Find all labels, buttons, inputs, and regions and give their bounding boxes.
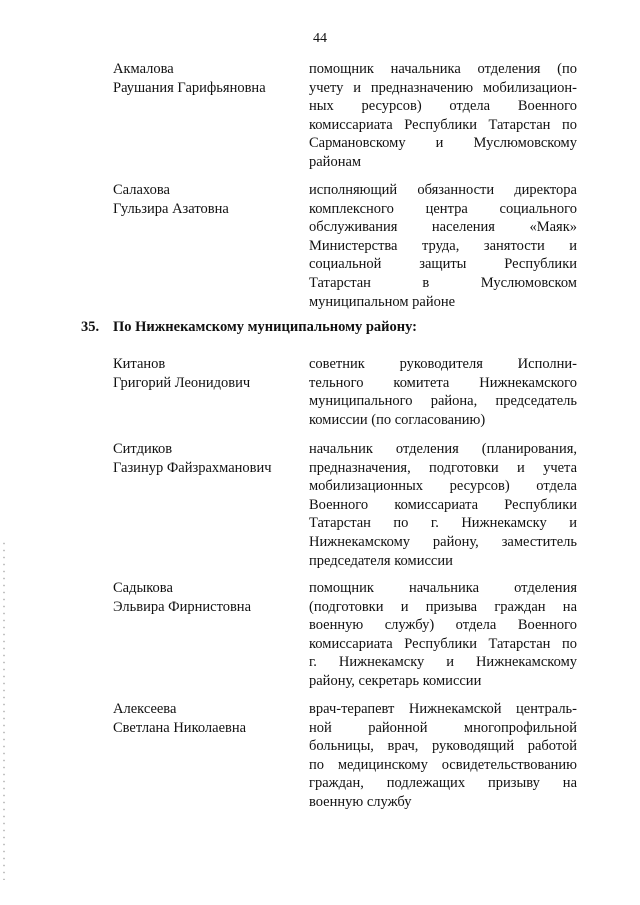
section-title: По Нижнекамскому муниципальному району: (113, 319, 417, 335)
position-line: начальник отделения (планирования, (309, 441, 577, 457)
position-line: Татарстан по г. Нижнекамску и (309, 515, 577, 532)
position-line: Министерства труда, занятости и (309, 237, 577, 254)
position-line: муниципальном районе (309, 293, 456, 310)
member-surname: Китанов (113, 356, 166, 372)
position-line: исполняющий обязанности директора (309, 182, 577, 198)
position-line: ной районной многопрофильной (309, 719, 577, 736)
position-line: комиссии (по согласованию) (309, 411, 486, 428)
member-position (309, 440, 577, 570)
position-line: Военного комиссариата Республики (309, 496, 577, 513)
position-line: комиссариата Республики Татарстан по (309, 635, 577, 652)
member-name (113, 355, 293, 392)
member-given-names: Гульзира Азатовна (113, 200, 229, 217)
position-line: ных ресурсов) отдела Военного (309, 98, 577, 115)
member-surname: Алексеева (113, 701, 177, 717)
position-line: комиссариата Республики Татарстан по (309, 116, 577, 133)
member-surname: Ситдиков (113, 441, 173, 457)
position-line: помощник начальника отделения (309, 580, 577, 596)
position-line: предназначения, подготовки и учета (309, 459, 577, 476)
position-line: больницы, врач, руководящий работой (309, 738, 577, 755)
position-line: (подготовки и призыва граждан на (309, 598, 577, 615)
member-position (309, 181, 577, 311)
position-line: председателя комиссии (309, 552, 453, 569)
member-surname: Акмалова (113, 61, 174, 77)
position-line: Нижнекамскому району, заместитель (309, 533, 577, 550)
section-heading (81, 318, 417, 337)
position-line: учету и предназначению мобилизацион- (309, 79, 577, 96)
position-line: по медицинскому освидетельствованию (309, 756, 577, 773)
scan-margin-artifact (3, 540, 5, 880)
position-line: социальной защиты Республики (309, 256, 577, 273)
member-given-names: Григорий Леонидович (113, 374, 251, 391)
position-line: советник руководителя Исполни- (309, 356, 577, 372)
position-line: помощник начальника отделения (по (309, 61, 577, 77)
member-surname: Садыкова (113, 580, 173, 596)
member-position (309, 579, 577, 691)
position-line: комплексного центра социального (309, 200, 577, 217)
member-name (113, 181, 293, 218)
member-surname: Салахова (113, 182, 170, 198)
member-position (309, 355, 577, 429)
member-position (309, 700, 577, 812)
position-line: врач-терапевт Нижнекамской централь- (309, 701, 577, 717)
member-given-names: Эльвира Фирнистовна (113, 598, 252, 615)
position-line: району, секретарь комиссии (309, 672, 482, 689)
position-line: районам (309, 153, 362, 170)
position-line: мобилизационных ресурсов) отдела (309, 478, 577, 495)
position-line: Сармановскому и Муслюмовскому (309, 135, 577, 152)
section-number: 35. (81, 319, 100, 335)
member-given-names: Светлана Николаевна (113, 719, 247, 736)
position-line: военную службу (309, 793, 412, 810)
member-name (113, 700, 293, 737)
member-given-names: Раушания Гарифьяновна (113, 79, 266, 96)
position-line: обслуживания населения «Маяк» (309, 219, 577, 236)
position-line: муниципального района, председатель (309, 393, 577, 410)
position-line: Татарстан в Муслюмовском (309, 274, 577, 291)
member-given-names: Газинур Файзрахманович (113, 459, 272, 476)
member-name (113, 60, 293, 97)
page-number: 44 (313, 31, 327, 46)
position-line: тельного комитета Нижнекамского (309, 374, 577, 391)
position-line: граждан, подлежащих призыву на (309, 775, 577, 792)
position-line: г. Нижнекамску и Нижнекамскому (309, 654, 577, 671)
member-name (113, 440, 293, 477)
member-name (113, 579, 293, 616)
position-line: военную службу) отдела Военного (309, 617, 577, 634)
member-position (309, 60, 577, 172)
